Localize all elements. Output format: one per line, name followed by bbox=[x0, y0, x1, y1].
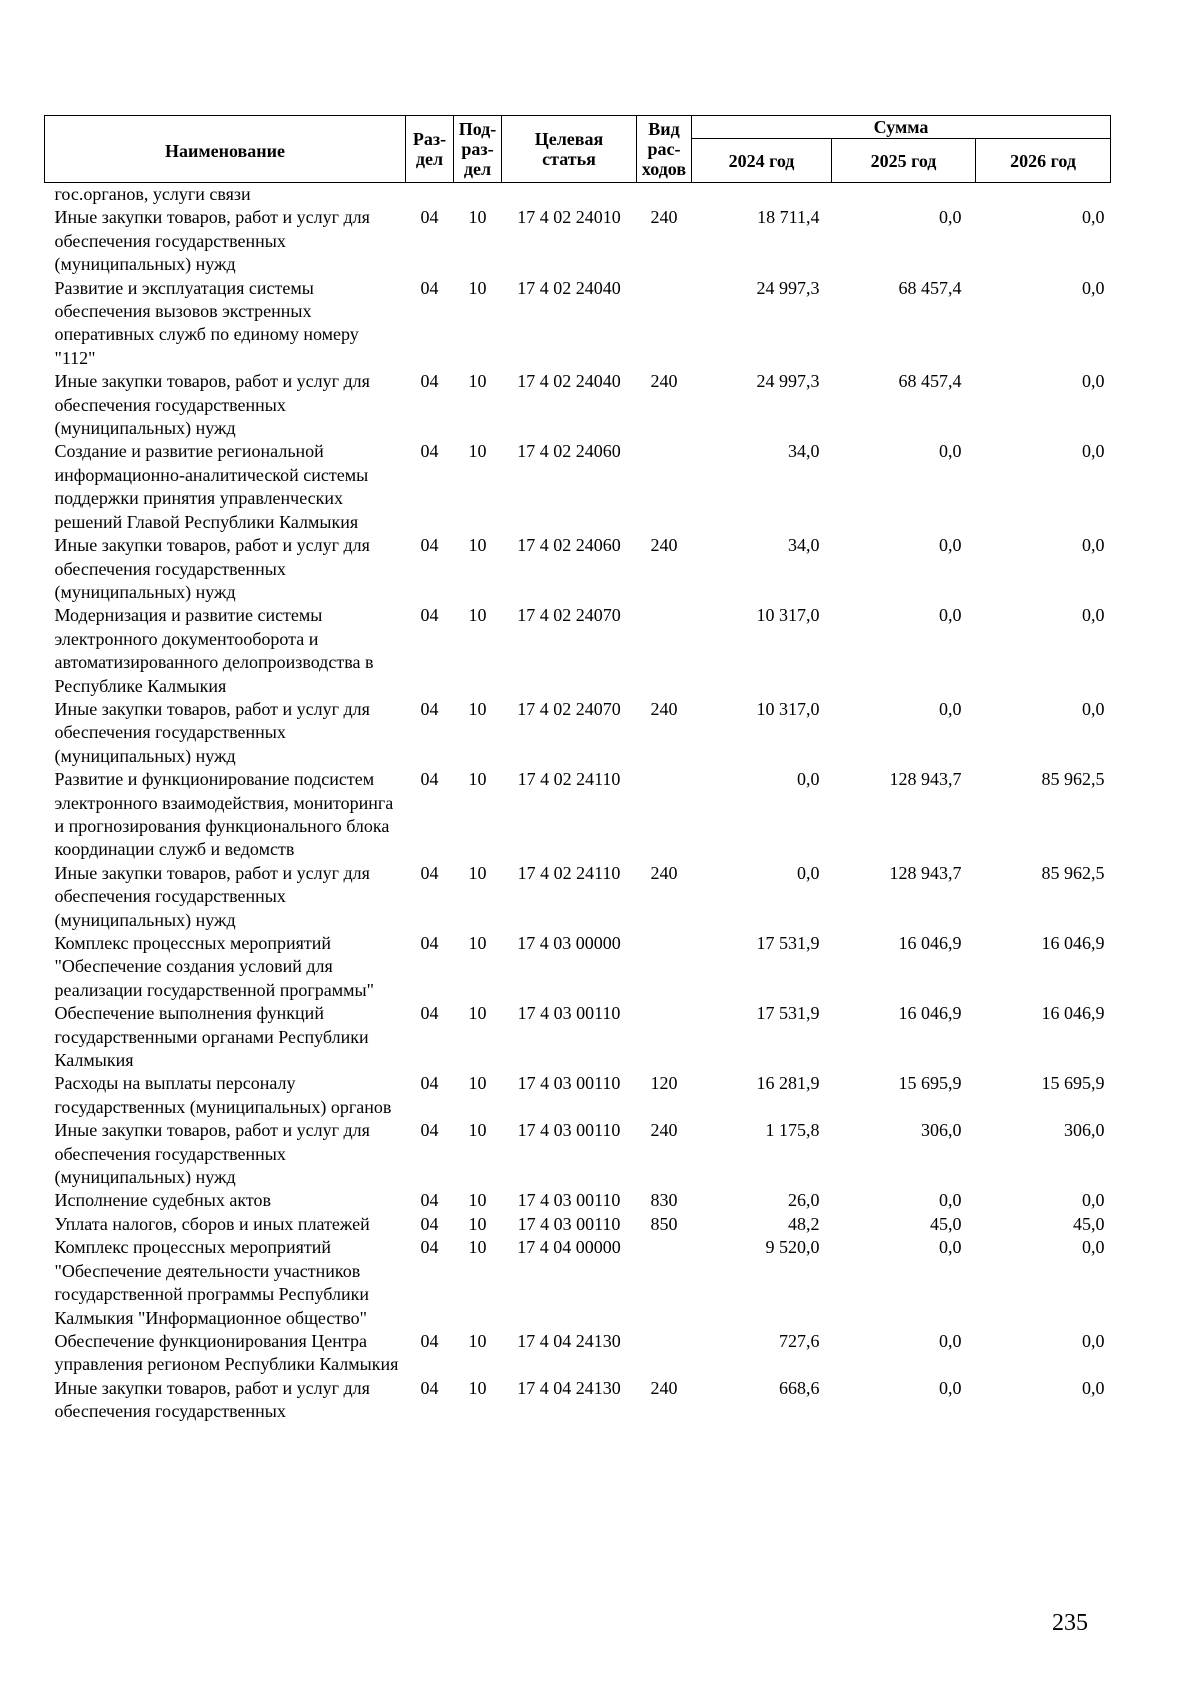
row-podrazdel: 10 bbox=[468, 1190, 487, 1211]
row-sum-2025: 0,0 bbox=[939, 441, 962, 462]
row-celevaya-statya: 17 4 02 24060 bbox=[517, 441, 621, 462]
row-celevaya-statya: 17 4 04 24130 bbox=[517, 1330, 621, 1351]
row-sum-2024: 9 520,0 bbox=[765, 1237, 820, 1258]
row-sum-2026: 0,0 bbox=[1082, 277, 1105, 298]
row-podrazdel: 10 bbox=[468, 1003, 487, 1024]
row-sum-2026: 0,0 bbox=[1082, 1330, 1105, 1351]
row-celevaya-statya: 17 4 03 00000 bbox=[517, 933, 621, 953]
row-sum-2025: 0,0 bbox=[939, 1377, 962, 1398]
row-razdel: 04 bbox=[420, 535, 439, 556]
row-podrazdel bbox=[454, 183, 502, 207]
header-name: Наименование bbox=[45, 116, 406, 183]
row-vid-rashodov: 120 bbox=[650, 1073, 678, 1094]
table-row bbox=[45, 1189, 1111, 1212]
row-razdel: 04 bbox=[420, 862, 439, 883]
row-vid-rashodov bbox=[637, 1330, 692, 1377]
row-vid-rashodov: 240 bbox=[650, 862, 678, 883]
row-sum-2025: 0,0 bbox=[939, 1190, 962, 1211]
row-name: Иные закупки товаров, работ и услуг для обеспечения государственных (муниципальных) нужд bbox=[54, 862, 370, 930]
header-razdel: Раз- дел bbox=[406, 116, 454, 183]
row-sum-2026: 0,0 bbox=[1082, 698, 1105, 719]
table-row bbox=[45, 183, 1111, 207]
row-celevaya-statya: 17 4 02 24110 bbox=[517, 862, 621, 883]
row-sum-2026: 0,0 bbox=[1082, 535, 1105, 556]
row-celevaya-statya: 17 4 02 24040 bbox=[517, 371, 621, 392]
row-name: Исполнение судебных актов bbox=[54, 1190, 272, 1211]
row-name: гос.органов, услуги связи bbox=[54, 184, 251, 204]
row-sum-2024: 18 711,4 bbox=[757, 207, 820, 228]
row-sum-2025 bbox=[832, 183, 976, 207]
row-razdel: 04 bbox=[420, 1073, 439, 1094]
row-podrazdel: 10 bbox=[468, 605, 487, 626]
row-sum-2026: 15 695,9 bbox=[1041, 1073, 1105, 1094]
row-vid-rashodov: 240 bbox=[650, 698, 678, 719]
table-row bbox=[45, 604, 1111, 698]
row-podrazdel: 10 bbox=[468, 1073, 487, 1094]
row-sum-2025: 0,0 bbox=[939, 605, 962, 626]
table-row bbox=[45, 768, 1111, 862]
row-celevaya-statya: 17 4 03 00110 bbox=[517, 1213, 621, 1234]
row-razdel: 04 bbox=[420, 207, 439, 228]
budget-table bbox=[44, 115, 1111, 1424]
row-vid-rashodov: 850 bbox=[650, 1213, 678, 1234]
row-sum-2024: 727,6 bbox=[779, 1330, 820, 1351]
row-podrazdel: 10 bbox=[468, 933, 487, 953]
header-podrazdel: Под- раз- дел bbox=[454, 116, 502, 183]
table-row bbox=[45, 440, 1111, 534]
table-row bbox=[45, 1377, 1111, 1424]
row-sum-2025: 0,0 bbox=[939, 1330, 962, 1351]
table-row bbox=[45, 534, 1111, 604]
row-podrazdel: 10 bbox=[468, 862, 487, 883]
row-name: Иные закупки товаров, работ и услуг для обеспечения государственных (муниципальных) нужд bbox=[54, 371, 370, 439]
row-celevaya-statya: 17 4 03 00110 bbox=[517, 1190, 621, 1211]
row-vid-rashodov bbox=[637, 440, 692, 534]
row-name: Развитие и эксплуатация системы обеспечения вызовов экстренных оперативных служб по единому номеру "112" bbox=[54, 277, 359, 368]
table-row bbox=[45, 862, 1111, 932]
row-name: Комплекс процессных мероприятий "Обеспечение создания условий для реализации государственной программы" bbox=[54, 933, 374, 1000]
table-row bbox=[45, 698, 1111, 768]
header-year-2024: 2024 год bbox=[692, 139, 832, 183]
row-name: Комплекс процессных мероприятий "Обеспечение деятельности участников государственной программы Республики Калмыкия "Информационное общество" bbox=[54, 1237, 369, 1328]
row-vid-rashodov bbox=[637, 604, 692, 698]
row-sum-2025: 128 943,7 bbox=[889, 862, 962, 883]
row-vid-rashodov bbox=[637, 1236, 692, 1330]
row-razdel: 04 bbox=[420, 1120, 439, 1141]
row-sum-2025: 16 046,9 bbox=[898, 1003, 962, 1024]
row-name: Иные закупки товаров, работ и услуг для обеспечения государственных (муниципальных) нужд bbox=[54, 698, 370, 766]
row-razdel bbox=[406, 183, 454, 207]
row-sum-2024: 26,0 bbox=[788, 1190, 820, 1211]
header-year-2025: 2025 год bbox=[832, 139, 976, 183]
row-sum-2026: 0,0 bbox=[1082, 1377, 1105, 1398]
row-sum-2024: 24 997,3 bbox=[756, 277, 820, 298]
table-body bbox=[45, 183, 1111, 1424]
row-sum-2026: 16 046,9 bbox=[1041, 1003, 1105, 1024]
row-razdel: 04 bbox=[420, 1190, 439, 1211]
row-name: Иные закупки товаров, работ и услуг для обеспечения государственных bbox=[54, 1377, 370, 1422]
row-sum-2024: 1 175,8 bbox=[765, 1120, 820, 1141]
row-razdel: 04 bbox=[420, 1003, 439, 1024]
row-sum-2024: 10 317,0 bbox=[756, 605, 820, 626]
header-year-2026: 2026 год bbox=[976, 139, 1111, 183]
row-name: Уплата налогов, сборов и иных платежей bbox=[54, 1213, 370, 1234]
row-sum-2026: 16 046,9 bbox=[1041, 933, 1105, 953]
row-name: Обеспечение функционирования Центра управления регионом Республики Калмыкия bbox=[54, 1330, 399, 1375]
row-sum-2026 bbox=[976, 183, 1111, 207]
row-celevaya-statya bbox=[502, 183, 637, 207]
row-sum-2024: 668,6 bbox=[779, 1377, 820, 1398]
row-celevaya-statya: 17 4 03 00110 bbox=[517, 1120, 621, 1141]
row-sum-2024: 17 531,9 bbox=[756, 933, 820, 953]
row-sum-2024 bbox=[692, 183, 832, 207]
row-celevaya-statya: 17 4 02 24070 bbox=[517, 605, 621, 626]
table-row bbox=[45, 1330, 1111, 1377]
row-razdel: 04 bbox=[420, 933, 439, 953]
row-sum-2024: 34,0 bbox=[788, 535, 820, 556]
table-row bbox=[45, 932, 1111, 1002]
table-row bbox=[45, 206, 1111, 276]
header-celevaya-statya: Целевая статья bbox=[502, 116, 637, 183]
row-sum-2026: 306,0 bbox=[1064, 1120, 1105, 1141]
row-vid-rashodov: 830 bbox=[650, 1190, 678, 1211]
row-name: Развитие и функционирование подсистем электронного взаимодействия, мониторинга и прогнозирования функционального блока координации служб и ведомств bbox=[54, 769, 394, 860]
table-row bbox=[45, 1072, 1111, 1119]
row-razdel: 04 bbox=[420, 1330, 439, 1351]
row-sum-2026: 0,0 bbox=[1082, 207, 1105, 228]
row-vid-rashodov: 240 bbox=[650, 1120, 678, 1141]
row-sum-2024: 24 997,3 bbox=[756, 371, 820, 392]
row-podrazdel: 10 bbox=[468, 441, 487, 462]
row-podrazdel: 10 bbox=[468, 277, 487, 298]
row-celevaya-statya: 17 4 02 24110 bbox=[517, 769, 621, 790]
row-celevaya-statya: 17 4 03 00110 bbox=[517, 1003, 621, 1024]
row-name: Иные закупки товаров, работ и услуг для обеспечения государственных (муниципальных) нужд bbox=[54, 535, 370, 602]
row-podrazdel: 10 bbox=[468, 207, 487, 228]
row-podrazdel: 10 bbox=[468, 769, 487, 790]
row-name: Модернизация и развитие системы электронного документооборота и автоматизированного делопроизводства в Республике Калмыкия bbox=[54, 605, 374, 696]
row-name: Создание и развитие региональной информационно-аналитической системы поддержки принятия управленческих решений Главой Республики Калмыкия bbox=[54, 441, 369, 532]
row-sum-2025: 0,0 bbox=[939, 535, 962, 556]
row-podrazdel: 10 bbox=[468, 1377, 487, 1398]
row-sum-2024: 17 531,9 bbox=[756, 1003, 820, 1024]
row-sum-2025: 16 046,9 bbox=[898, 933, 962, 953]
budget-table-page bbox=[44, 115, 1110, 1424]
row-sum-2026: 0,0 bbox=[1082, 371, 1105, 392]
row-sum-2025: 68 457,4 bbox=[898, 277, 962, 298]
row-sum-2025: 128 943,7 bbox=[889, 769, 962, 790]
table-row bbox=[45, 277, 1111, 371]
row-sum-2024: 10 317,0 bbox=[756, 698, 820, 719]
row-name: Иные закупки товаров, работ и услуг для обеспечения государственных (муниципальных) нужд bbox=[54, 207, 370, 275]
row-podrazdel: 10 bbox=[468, 1330, 487, 1351]
page-number: 235 bbox=[1052, 1610, 1088, 1636]
row-podrazdel: 10 bbox=[468, 1237, 487, 1258]
row-vid-rashodov bbox=[637, 277, 692, 371]
row-sum-2026: 0,0 bbox=[1082, 605, 1105, 626]
header-vid-rashodov: Вид рас- ходов bbox=[637, 116, 692, 183]
row-celevaya-statya: 17 4 02 24010 bbox=[517, 207, 621, 228]
row-razdel: 04 bbox=[420, 371, 439, 392]
row-podrazdel: 10 bbox=[468, 1213, 487, 1234]
row-vid-rashodov: 240 bbox=[650, 371, 678, 392]
row-celevaya-statya: 17 4 04 00000 bbox=[517, 1237, 621, 1258]
table-row bbox=[45, 1236, 1111, 1330]
row-podrazdel: 10 bbox=[468, 1120, 487, 1141]
row-celevaya-statya: 17 4 02 24040 bbox=[517, 277, 621, 298]
row-sum-2025: 0,0 bbox=[939, 207, 962, 228]
row-vid-rashodov: 240 bbox=[650, 207, 678, 228]
row-podrazdel: 10 bbox=[468, 371, 487, 392]
row-sum-2024: 0,0 bbox=[797, 862, 820, 883]
row-celevaya-statya: 17 4 04 24130 bbox=[517, 1377, 621, 1398]
row-sum-2024: 16 281,9 bbox=[756, 1073, 820, 1094]
row-podrazdel: 10 bbox=[468, 535, 487, 556]
row-sum-2025: 68 457,4 bbox=[898, 371, 962, 392]
row-sum-2026: 85 962,5 bbox=[1041, 769, 1105, 790]
table-row bbox=[45, 1002, 1111, 1072]
row-sum-2024: 0,0 bbox=[797, 769, 820, 790]
row-razdel: 04 bbox=[420, 1237, 439, 1258]
row-razdel: 04 bbox=[420, 1213, 439, 1234]
row-vid-rashodov bbox=[637, 1002, 692, 1072]
row-sum-2026: 45,0 bbox=[1073, 1213, 1105, 1234]
row-vid-rashodov bbox=[637, 768, 692, 862]
row-name: Иные закупки товаров, работ и услуг для обеспечения государственных (муниципальных) нужд bbox=[54, 1120, 370, 1188]
row-vid-rashodov: 240 bbox=[650, 1377, 678, 1398]
row-vid-rashodov: 240 bbox=[650, 535, 678, 556]
row-razdel: 04 bbox=[420, 441, 439, 462]
row-sum-2025: 0,0 bbox=[939, 1237, 962, 1258]
row-sum-2025: 306,0 bbox=[921, 1120, 962, 1141]
row-sum-2026: 85 962,5 bbox=[1041, 862, 1105, 883]
row-sum-2024: 48,2 bbox=[788, 1213, 820, 1234]
row-sum-2026: 0,0 bbox=[1082, 1190, 1105, 1211]
row-razdel: 04 bbox=[420, 769, 439, 790]
row-podrazdel: 10 bbox=[468, 698, 487, 719]
row-vid-rashodov bbox=[637, 932, 692, 1002]
row-name: Обеспечение выполнения функций государственными органами Республики Калмыкия bbox=[54, 1003, 369, 1071]
row-sum-2025: 45,0 bbox=[930, 1213, 962, 1234]
table-header bbox=[45, 116, 1111, 183]
header-summa: Сумма bbox=[692, 116, 1111, 139]
table-row bbox=[45, 1213, 1111, 1236]
row-celevaya-statya: 17 4 03 00110 bbox=[517, 1073, 621, 1094]
row-celevaya-statya: 17 4 02 24070 bbox=[517, 698, 621, 719]
row-sum-2026: 0,0 bbox=[1082, 441, 1105, 462]
table-row bbox=[45, 1119, 1111, 1189]
row-sum-2024: 34,0 bbox=[788, 441, 820, 462]
row-razdel: 04 bbox=[420, 698, 439, 719]
row-name: Расходы на выплаты персоналу государственных (муниципальных) органов bbox=[54, 1073, 392, 1117]
row-razdel: 04 bbox=[420, 1377, 439, 1398]
row-razdel: 04 bbox=[420, 277, 439, 298]
row-razdel: 04 bbox=[420, 605, 439, 626]
row-vid-rashodov bbox=[637, 183, 692, 207]
row-sum-2025: 15 695,9 bbox=[898, 1073, 962, 1094]
row-celevaya-statya: 17 4 02 24060 bbox=[517, 535, 621, 556]
table-row bbox=[45, 370, 1111, 440]
row-sum-2026: 0,0 bbox=[1082, 1237, 1105, 1258]
row-sum-2025: 0,0 bbox=[939, 698, 962, 719]
